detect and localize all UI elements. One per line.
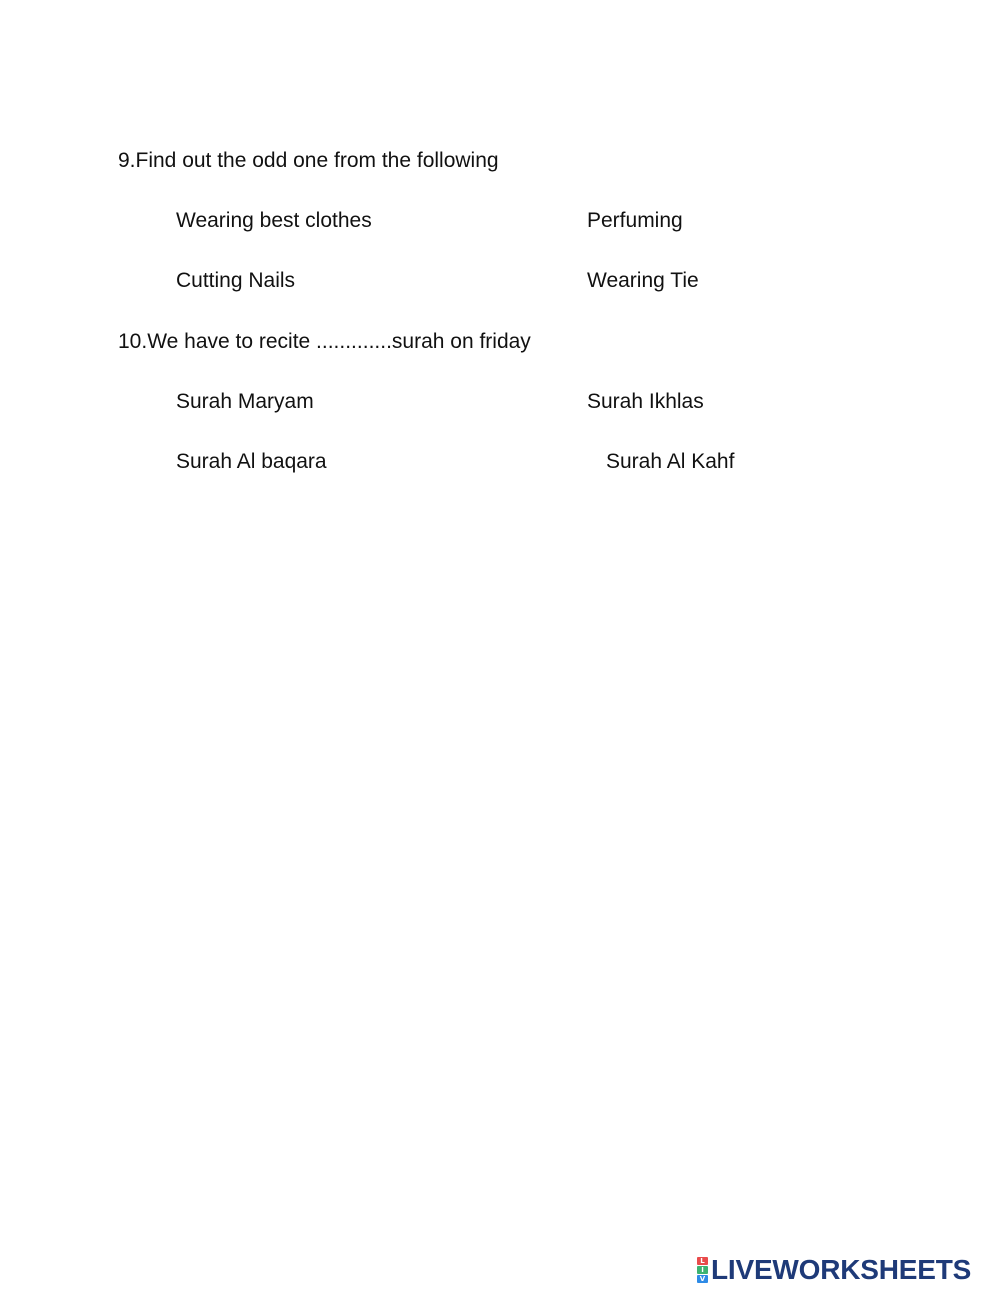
option-item: Surah Al Kahf: [606, 450, 735, 473]
option-item: Surah Maryam: [176, 390, 314, 413]
logo-letter: V: [697, 1275, 708, 1283]
option-item: Perfuming: [587, 209, 683, 232]
question-prompt: 10.We have to recite .............surah on friday: [118, 330, 531, 353]
question-prompt: 9.Find out the odd one from the following: [118, 149, 499, 172]
logo-mark-icon: [697, 1257, 708, 1283]
liveworksheets-logo: [697, 1256, 971, 1284]
option-item: Wearing best clothes: [176, 209, 372, 232]
logo-text: LIVEWORKSHEETS: [711, 1254, 972, 1285]
logo-letter: L: [697, 1257, 708, 1265]
option-item: Cutting Nails: [176, 269, 296, 292]
option-item: Surah Al baqara: [176, 450, 327, 473]
option-item: Surah Ikhlas: [587, 390, 704, 413]
logo-letter: I: [697, 1266, 708, 1274]
option-item: Wearing Tie: [587, 269, 699, 292]
